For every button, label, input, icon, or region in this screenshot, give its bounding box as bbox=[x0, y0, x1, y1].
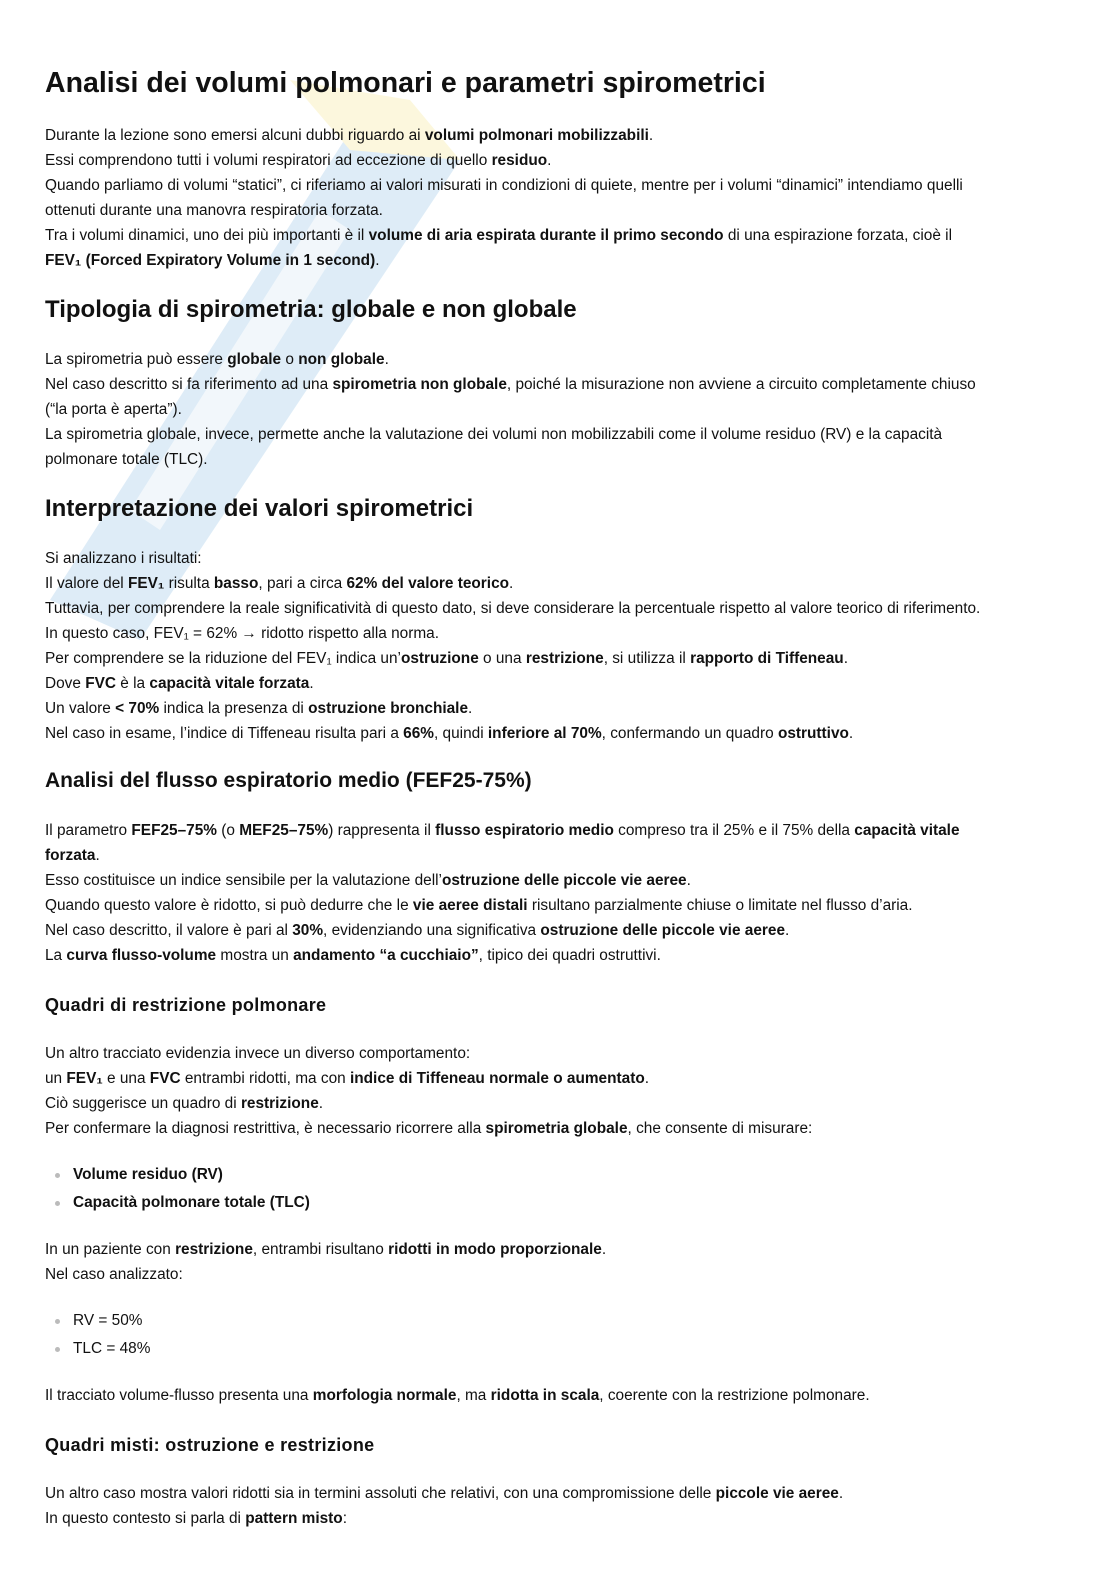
bullet-list bbox=[45, 1161, 1085, 1217]
text: In un paziente con bbox=[45, 1241, 176, 1258]
text: Essi comprendono tutti i volumi respiratori ad eccezione di quello bbox=[45, 152, 492, 169]
text: . bbox=[318, 1095, 324, 1112]
bold-text: ostruzione bbox=[400, 650, 479, 667]
text-line bbox=[45, 173, 1085, 198]
text: . bbox=[375, 252, 380, 269]
text: TLC = 48% bbox=[73, 1340, 151, 1357]
text: ottenuti durante una manovra respiratoria forzata. bbox=[45, 202, 383, 219]
text-line bbox=[45, 1237, 1085, 1262]
text: . bbox=[785, 922, 790, 939]
text: Nel caso descritto, il valore è pari al bbox=[45, 922, 293, 939]
text: e una bbox=[102, 1070, 150, 1087]
bold-text: ridotta in scala bbox=[490, 1387, 600, 1404]
text: , entrambi risultano bbox=[252, 1241, 389, 1258]
bold-text: ostruzione bronchiale bbox=[308, 700, 469, 717]
text: Il tracciato volume-flusso presenta una bbox=[45, 1387, 313, 1404]
text-line bbox=[45, 372, 1085, 397]
bold-text: morfologia normale bbox=[312, 1387, 457, 1404]
text: In questo contesto si parla di bbox=[45, 1510, 246, 1527]
text: o una bbox=[478, 650, 526, 667]
text: , quindi bbox=[433, 725, 488, 742]
text: , coerente con la restrizione polmonare. bbox=[599, 1387, 870, 1404]
text: (o bbox=[216, 822, 240, 839]
text: . bbox=[95, 847, 100, 864]
bold-text: volume di aria espirata durante il primo secondo bbox=[368, 227, 724, 244]
text: Quando questo valore è ridotto, si può dedurre che le bbox=[45, 897, 413, 914]
bold-text: inferiore al 70% bbox=[487, 725, 602, 742]
text: Durante la lezione sono emersi alcuni dubbi riguardo ai bbox=[45, 127, 425, 144]
bold-text: forzata bbox=[45, 847, 96, 864]
bold-text: spirometria non globale bbox=[332, 376, 507, 393]
text-line bbox=[45, 248, 1085, 273]
text: . bbox=[384, 351, 389, 368]
list-item bbox=[45, 1335, 1085, 1363]
text: La spirometria globale, invece, permette anche la valutazione dei volumi non mobilizzabili come il volume residuo (RV) e la capacità bbox=[45, 426, 943, 443]
text: Ciò suggerisce un quadro di bbox=[45, 1095, 241, 1112]
paragraph bbox=[45, 347, 1085, 472]
text-line bbox=[45, 868, 1085, 893]
text-line bbox=[45, 1506, 1085, 1531]
text: : bbox=[342, 1510, 347, 1527]
text-line bbox=[45, 397, 1085, 422]
bold-text: ostruzione delle piccole vie aeree bbox=[441, 872, 687, 889]
bold-text: FEV₁ bbox=[127, 575, 165, 592]
bold-text: FEV₁ bbox=[66, 1070, 103, 1087]
text: Un altro caso mostra valori ridotti sia in termini assoluti che relativi, con una compromissione delle bbox=[45, 1485, 716, 1502]
text: RV = 50% bbox=[73, 1312, 143, 1329]
bold-text: ostruttivo bbox=[777, 725, 849, 742]
text: , che consente di misurare: bbox=[627, 1120, 813, 1137]
bold-text: flusso espiratorio medio bbox=[435, 822, 614, 839]
bold-text: < 70% bbox=[115, 700, 160, 717]
text-line bbox=[45, 123, 1085, 148]
text: Nel caso in esame, l’indice di Tiffeneau risulta pari a bbox=[45, 725, 404, 742]
text: è la bbox=[116, 675, 150, 692]
text-line bbox=[45, 818, 1085, 843]
text: (“la porta è aperta”). bbox=[45, 401, 182, 418]
text: risultano parzialmente chiuse o limitate nel flusso d’aria. bbox=[527, 897, 913, 914]
bold-text: 66% bbox=[403, 725, 434, 742]
paragraph bbox=[45, 818, 1085, 968]
bold-text: capacità vitale bbox=[854, 822, 960, 839]
text-line bbox=[45, 646, 1085, 671]
text: . bbox=[601, 1241, 607, 1258]
text: mostra un bbox=[216, 947, 294, 964]
text: polmonare totale (TLC). bbox=[45, 451, 208, 468]
text: In questo caso, FEV₁ = 62% → ridotto rispetto alla norma. bbox=[45, 625, 440, 642]
text: , si utilizza il bbox=[603, 650, 691, 667]
section-heading: Interpretazione dei valori spirometrici bbox=[45, 495, 474, 522]
text-line bbox=[45, 843, 1085, 868]
bold-text: piccole vie aeree bbox=[715, 1485, 839, 1502]
paragraph bbox=[45, 123, 1085, 273]
paragraph bbox=[45, 1041, 1085, 1141]
bold-text: MEF25–75% bbox=[239, 822, 329, 839]
bold-text: FEF25–75% bbox=[131, 822, 217, 839]
paragraph bbox=[45, 546, 1085, 746]
text: Il parametro bbox=[45, 822, 132, 839]
bold-text: spirometria globale bbox=[485, 1120, 628, 1137]
bold-text: Capacità polmonare totale (TLC) bbox=[73, 1194, 310, 1211]
text-line bbox=[45, 1091, 1085, 1116]
text: . bbox=[848, 725, 854, 742]
section-heading: Analisi del flusso espiratorio medio (FEF25-75%) bbox=[45, 769, 532, 792]
text: . bbox=[644, 1070, 650, 1087]
text-line bbox=[45, 893, 1085, 918]
text-line bbox=[45, 1041, 1085, 1066]
text: Tuttavia, per comprendere la reale significatività di questo dato, si deve considerare la percentuale rispetto al valore teorico di riferimento. bbox=[45, 600, 981, 617]
text-line bbox=[45, 447, 1085, 472]
bold-text: globale bbox=[227, 351, 282, 368]
bullet-list bbox=[45, 1307, 1085, 1363]
text: . bbox=[547, 152, 552, 169]
bold-text: restrizione bbox=[240, 1095, 319, 1112]
bold-text: basso bbox=[213, 575, 259, 592]
text: Esso costituisce un indice sensibile per la valutazione dell’ bbox=[45, 872, 442, 889]
list-item bbox=[45, 1307, 1085, 1335]
bold-text: ridotti in modo proporzionale bbox=[388, 1241, 602, 1258]
text-line bbox=[45, 422, 1085, 447]
text: , poiché la misurazione non avviene a circuito completamente chiuso bbox=[506, 376, 976, 393]
text: La spirometria può essere bbox=[45, 351, 228, 368]
text: Per confermare la diagnosi restrittiva, è necessario ricorrere alla bbox=[45, 1120, 486, 1137]
text: entrambi ridotti, ma con bbox=[180, 1070, 350, 1087]
text: Quando parliamo di volumi “statici”, ci riferiamo ai valori misurati in condizioni di quiete, mentre per i volumi “dinamici” intendiamo quelli bbox=[45, 177, 963, 194]
bold-text: non globale bbox=[298, 351, 385, 368]
text-line bbox=[45, 621, 1085, 646]
bold-text: 62% del valore teorico bbox=[346, 575, 510, 592]
bold-text: residuo bbox=[491, 152, 548, 169]
text-line bbox=[45, 1481, 1085, 1506]
document-body bbox=[45, 63, 1085, 1531]
text-line bbox=[45, 148, 1085, 173]
text-line bbox=[45, 918, 1085, 943]
bold-text: ostruzione delle piccole vie aeree bbox=[540, 922, 786, 939]
bold-text: restrizione bbox=[525, 650, 604, 667]
text-line bbox=[45, 546, 1085, 571]
text: Dove bbox=[45, 675, 86, 692]
bold-text: vie aeree distali bbox=[412, 897, 528, 914]
text: Nel caso descritto si fa riferimento ad una bbox=[45, 376, 333, 393]
list-item bbox=[45, 1189, 1085, 1217]
text-line bbox=[45, 721, 1085, 746]
text-line bbox=[45, 347, 1085, 372]
bold-text: andamento “a cucchiaio” bbox=[293, 947, 479, 964]
bold-text: curva flusso-volume bbox=[66, 947, 217, 964]
text-line bbox=[45, 696, 1085, 721]
bold-text: pattern misto bbox=[245, 1510, 343, 1527]
text-line bbox=[45, 223, 1085, 248]
text: . bbox=[309, 675, 314, 692]
text: Nel caso analizzato: bbox=[45, 1266, 183, 1283]
text: , tipico dei quadri ostruttivi. bbox=[478, 947, 661, 964]
text: La bbox=[45, 947, 67, 964]
bold-text: FEV₁ (Forced Expiratory Volume in 1 second) bbox=[45, 252, 376, 269]
bold-text: Volume residuo (RV) bbox=[73, 1166, 223, 1183]
bold-text: capacità vitale forzata bbox=[149, 675, 310, 692]
text: . bbox=[509, 575, 514, 592]
text: di una espirazione forzata, cioè il bbox=[723, 227, 952, 244]
text: . bbox=[686, 872, 691, 889]
text-line bbox=[45, 571, 1085, 596]
text-line bbox=[45, 671, 1085, 696]
text: Si analizzano i risultati: bbox=[45, 550, 202, 567]
text-line bbox=[45, 1066, 1085, 1091]
text: Il valore del bbox=[45, 575, 128, 592]
section-heading: Quadri di restrizione polmonare bbox=[45, 995, 327, 1015]
text: Tra i volumi dinamici, uno dei più importanti è il bbox=[45, 227, 369, 244]
text: . bbox=[468, 700, 473, 717]
text: ) rappresenta il bbox=[328, 822, 436, 839]
text: compreso tra il 25% e il 75% della bbox=[613, 822, 855, 839]
text: , ma bbox=[456, 1387, 491, 1404]
text: Un valore bbox=[45, 700, 116, 717]
text: , evidenziando una significativa bbox=[323, 922, 541, 939]
section-heading: Quadri misti: ostruzione e restrizione bbox=[45, 1435, 375, 1455]
page-title: Analisi dei volumi polmonari e parametri spirometrici bbox=[45, 67, 766, 99]
paragraph bbox=[45, 1383, 1085, 1408]
bold-text: rapporto di Tiffeneau bbox=[690, 650, 844, 667]
section-heading: Tipologia di spirometria: globale e non globale bbox=[45, 296, 577, 323]
bold-text: restrizione bbox=[175, 1241, 253, 1258]
text-line bbox=[45, 1383, 1085, 1408]
text: Un altro tracciato evidenzia invece un diverso comportamento: bbox=[45, 1045, 471, 1062]
text: . bbox=[838, 1485, 844, 1502]
text-line bbox=[45, 1262, 1085, 1287]
text: o bbox=[281, 351, 299, 368]
bold-text: indice di Tiffeneau normale o aumentato bbox=[349, 1070, 645, 1087]
text: , pari a circa bbox=[258, 575, 347, 592]
text: . bbox=[648, 127, 654, 144]
text: Per comprendere se la riduzione del FEV₁ indica un’ bbox=[45, 650, 401, 667]
text: un bbox=[45, 1070, 67, 1087]
bold-text: FVC bbox=[149, 1070, 181, 1087]
bold-text: 30% bbox=[292, 922, 324, 939]
text: risulta bbox=[164, 575, 214, 592]
text: . bbox=[843, 650, 848, 667]
text: , confermando un quadro bbox=[601, 725, 778, 742]
list-item bbox=[45, 1161, 1085, 1189]
text-line bbox=[45, 596, 1085, 621]
paragraph bbox=[45, 1237, 1085, 1287]
paragraph bbox=[45, 1481, 1085, 1531]
text-line bbox=[45, 943, 1085, 968]
text: indica la presenza di bbox=[159, 700, 309, 717]
text-line bbox=[45, 1116, 1085, 1141]
bold-text: volumi polmonari mobilizzabili bbox=[424, 127, 649, 144]
bold-text: FVC bbox=[85, 675, 117, 692]
text-line bbox=[45, 198, 1085, 223]
